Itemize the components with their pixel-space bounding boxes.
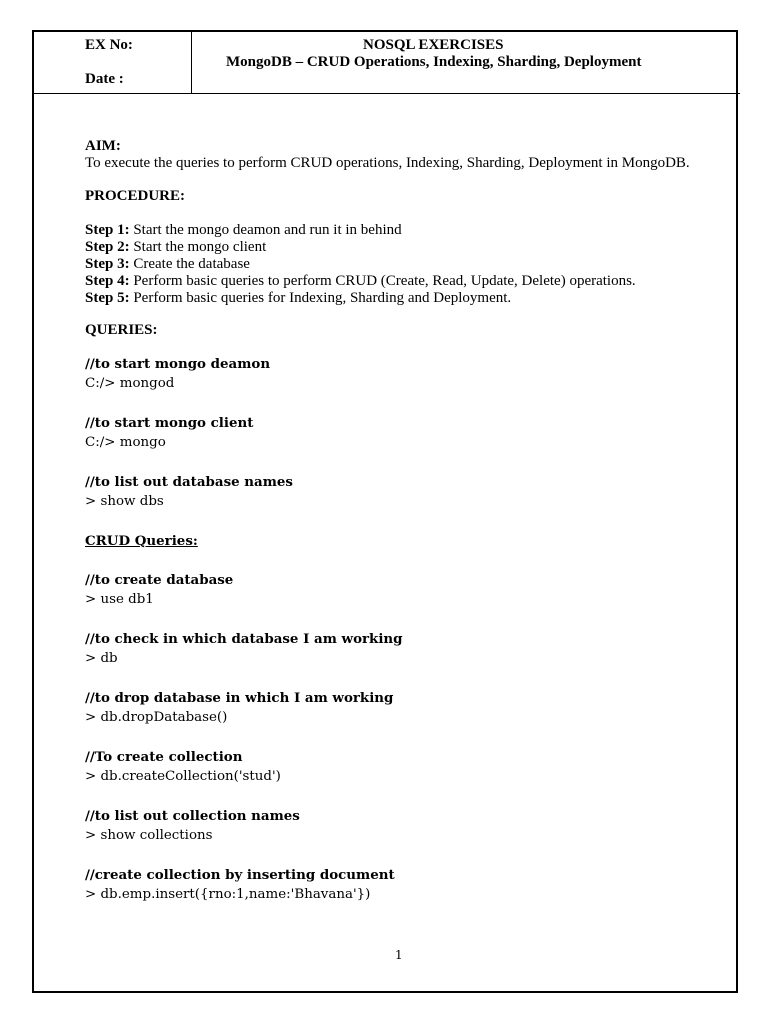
aim-heading: AIM:	[85, 138, 121, 154]
aim-text: To execute the queries to perform CRUD operations, Indexing, Sharding, Deployment in MongoDB.	[85, 155, 690, 171]
procedure-steps	[85, 222, 636, 307]
page-border	[32, 30, 738, 993]
procedure-step	[85, 290, 636, 307]
query-comment: //to create database	[85, 572, 234, 588]
step-text: Start the mongo client	[133, 239, 267, 255]
procedure-heading: PROCEDURE:	[85, 188, 185, 204]
ex-no-label: EX No:	[85, 37, 133, 53]
query-comment: //to list out collection names	[85, 808, 300, 824]
step-text: Create the database	[133, 256, 250, 272]
page-number: 1	[395, 948, 403, 962]
query-code: > db	[85, 651, 118, 666]
step-text: Perform basic queries to perform CRUD (Create, Read, Update, Delete) operations.	[133, 273, 636, 289]
query-comment: //to drop database in which I am working	[85, 690, 394, 706]
query-code: > use db1	[85, 592, 154, 607]
step-label: Step 2:	[85, 239, 130, 255]
query-comment: //to check in which database I am working	[85, 631, 403, 647]
query-comment: //to start mongo client	[85, 415, 254, 431]
header-divider	[32, 93, 740, 94]
header-column-divider	[191, 30, 192, 94]
crud-heading: CRUD Queries:	[85, 533, 198, 549]
procedure-step	[85, 222, 636, 239]
query-code: C:/> mongo	[85, 435, 166, 450]
date-label: Date :	[85, 71, 124, 87]
procedure-step	[85, 273, 636, 290]
step-label: Step 3:	[85, 256, 130, 272]
query-comment: //create collection by inserting document	[85, 867, 395, 883]
step-label: Step 1:	[85, 222, 130, 238]
document-title: NOSQL EXERCISES	[363, 37, 504, 53]
query-code: > db.emp.insert({rno:1,name:'Bhavana'})	[85, 887, 371, 902]
query-code: C:/> mongod	[85, 376, 175, 391]
procedure-step	[85, 256, 636, 273]
query-comment: //to list out database names	[85, 474, 293, 490]
query-comment: //To create collection	[85, 749, 243, 765]
queries-heading: QUERIES:	[85, 322, 158, 338]
query-comment: //to start mongo deamon	[85, 356, 271, 372]
query-code: > db.createCollection('stud')	[85, 769, 281, 784]
step-label: Step 4:	[85, 273, 130, 289]
step-text: Perform basic queries for Indexing, Sharding and Deployment.	[133, 290, 512, 306]
document-subtitle: MongoDB – CRUD Operations, Indexing, Sharding, Deployment	[226, 54, 642, 70]
step-text: Start the mongo deamon and run it in behind	[133, 222, 402, 238]
step-label: Step 5:	[85, 290, 130, 306]
query-code: > db.dropDatabase()	[85, 710, 228, 725]
query-code: > show collections	[85, 828, 213, 843]
procedure-step	[85, 239, 636, 256]
query-code: > show dbs	[85, 494, 164, 509]
